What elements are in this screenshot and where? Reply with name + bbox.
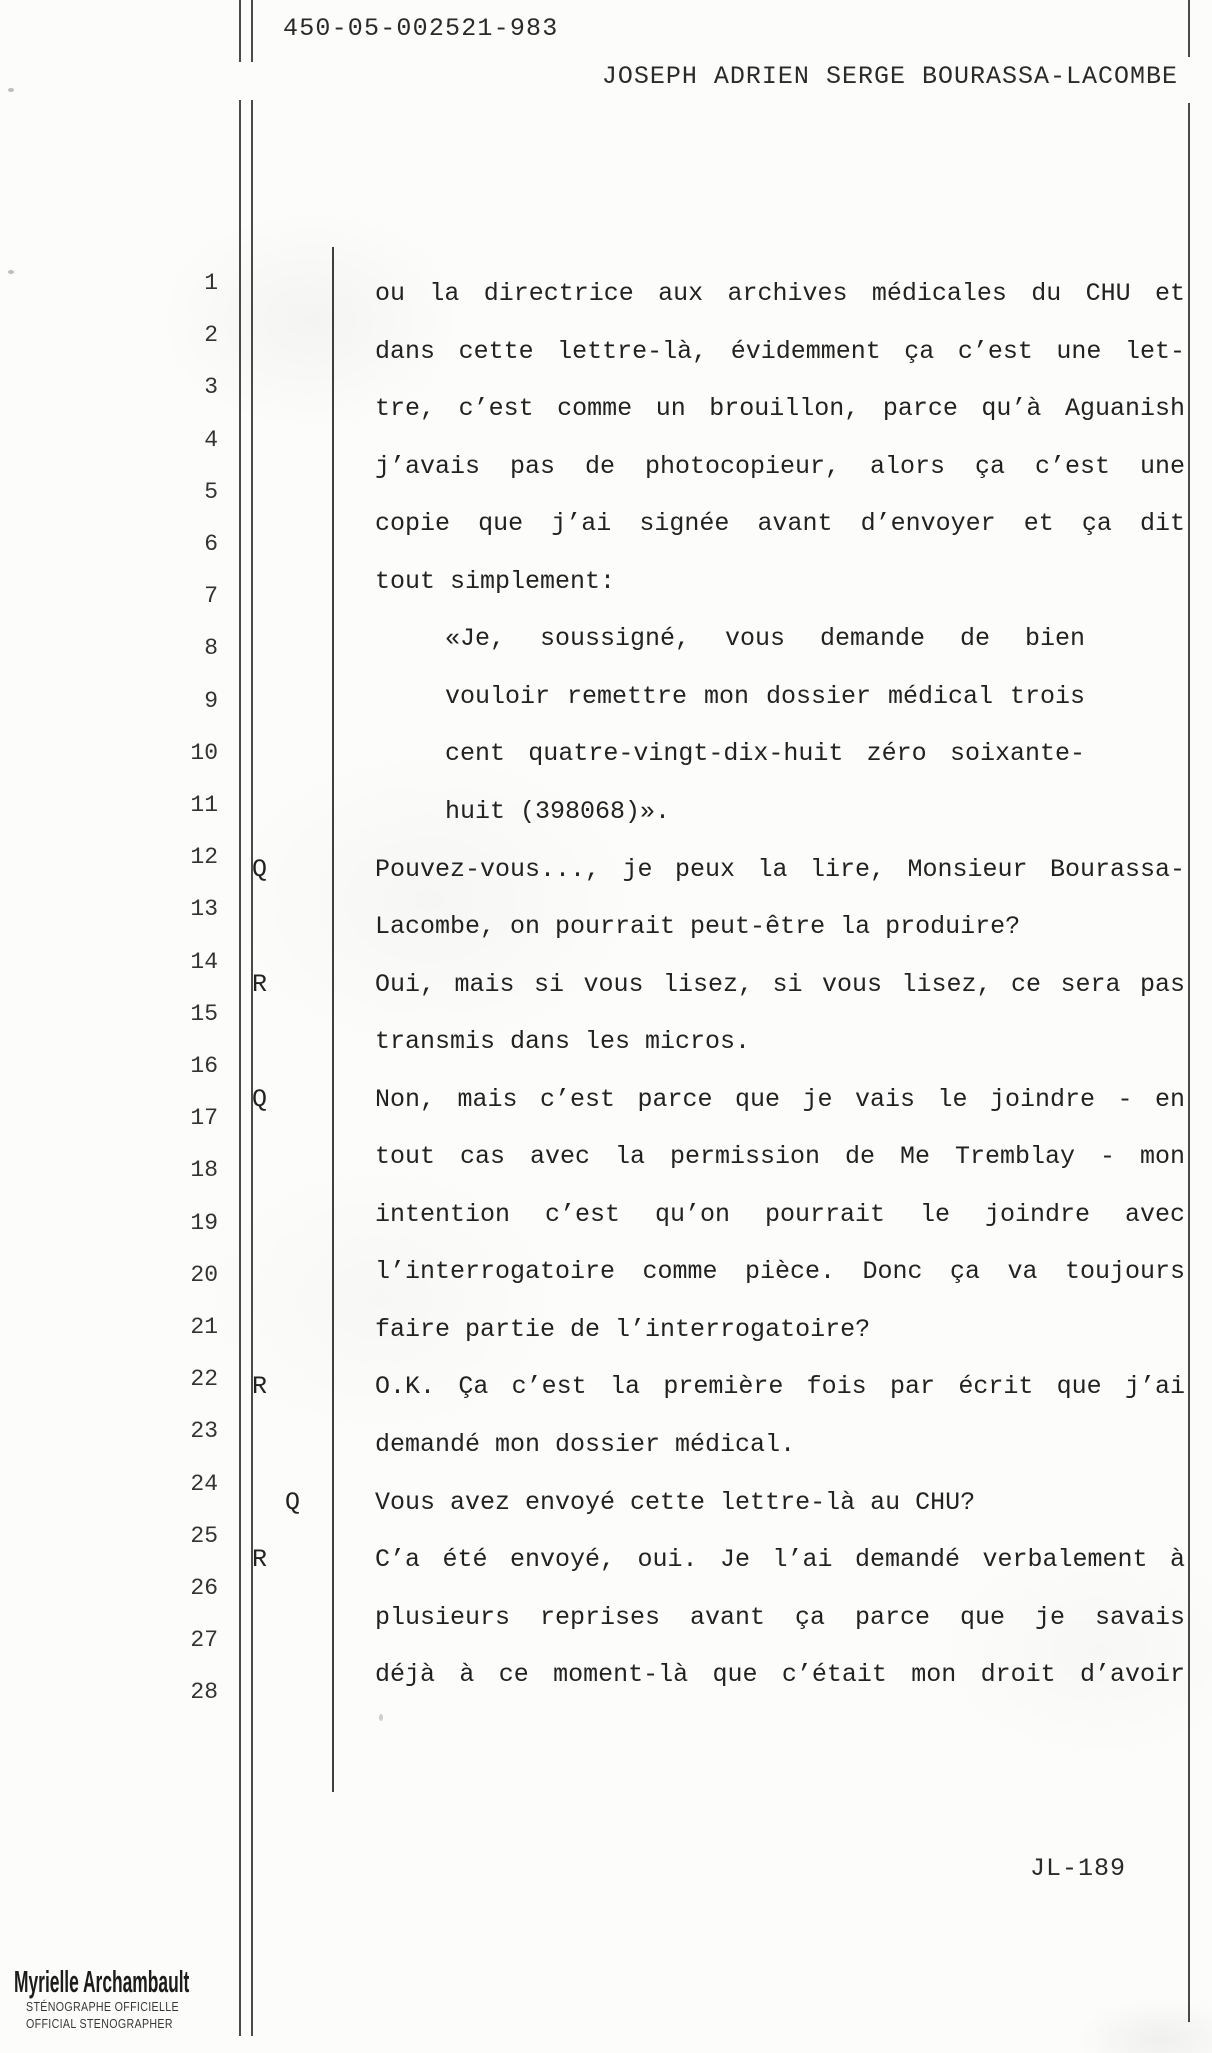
line-number: 27 [190,1627,218,1654]
line-number: 8 [204,635,218,662]
transcript-text: demandé mon dossier médical. [375,1430,796,1459]
transcript-text: Vous avez envoyé cette lettre-là au CHU? [375,1487,976,1517]
right-rule-top [1188,0,1190,57]
transcript-line [375,323,1185,381]
line-number: 1 [204,270,218,296]
line-number: 10 [190,739,218,766]
transcript-line [252,1071,1185,1129]
transcript-text: déjà à ce moment-là que c’était mon droit d’avoir [375,1660,1185,1690]
transcript-text: faire partie de l’interrogatoire? [375,1314,871,1344]
right-rule [1188,103,1190,2022]
line-number: 14 [190,948,218,975]
transcript-line [375,1589,1185,1647]
transcript-text: «Je, soussigné, vous demande de bien [445,624,1085,654]
transcript-text: l’interrogatoire comme pièce. Donc ça va toujours [375,1257,1185,1287]
transcript-text: cent quatre-vingt-dix-huit zéro soixante- [445,739,1085,769]
transcript-line [375,553,1185,611]
line-number: 28 [190,1679,218,1706]
stenographer-title-fr: STÉNOGRAPHE OFFICIELLE [26,1999,179,2014]
scan-speck [379,1714,383,1721]
speaker-marker: R [252,1372,268,1402]
transcript-text: Non, mais c’est parce que je vais le joindre - en [375,1084,1185,1114]
transcript-text: intention c’est qu’on pourrait le joindre avec [375,1199,1185,1229]
stenographer-stamp [14,1966,244,2031]
transcript-line [252,1358,1185,1416]
transcript-text: dans cette lettre-là, évidemment ça c’est une let- [375,336,1185,366]
transcript-line [375,1128,1185,1186]
line-number: 25 [190,1522,218,1549]
transcript-text: ou la directrice aux archives médicales du CHU et [375,279,1185,308]
line-number: 16 [190,1053,218,1079]
line-number: 17 [190,1105,218,1132]
line-number: 9 [204,687,218,714]
transcript-line [284,1474,1185,1532]
line-number: 19 [190,1209,218,1236]
left-double-rule-inner [251,100,253,2036]
transcript-line [375,1013,1185,1071]
line-number: 21 [190,1314,218,1340]
line-number: 18 [190,1157,218,1184]
transcript-line [375,380,1185,438]
transcript-text: huit (398068)». [445,796,671,826]
transcript-text: j’avais pas de photocopieur, alors ça c’est une [375,451,1185,481]
line-number: 22 [190,1366,218,1393]
speaker-marker: Q [252,854,268,884]
line-number: 4 [204,426,218,453]
scan-speck [8,270,14,274]
transcript-line [375,1186,1185,1244]
transcript-line [375,265,1185,323]
line-number: 23 [190,1418,218,1445]
line-number: 5 [204,478,218,505]
transcript-line [375,1646,1185,1704]
case-number: 450-05-002521-983 [283,14,559,43]
transcript-line [375,610,1085,668]
transcript-text: tout cas avec la permission de Me Tremblay - mon [375,1142,1185,1172]
speaker-marker: Q [284,1487,300,1517]
line-number: 12 [190,844,218,871]
transcript-text: Pouvez-vous..., je peux la lire, Monsieur Bourassa- [375,854,1185,884]
page-reference: JL-189 [1030,1854,1127,1883]
transcript-text: tout simplement: [375,566,616,596]
transcript-line [375,1243,1185,1301]
scan-speck [8,88,14,92]
transcript-line [252,841,1185,899]
speaker-marker: R [252,969,268,999]
transcript-line [375,1416,1185,1474]
transcript-text: plusieurs reprises avant ça parce que je savais [375,1602,1185,1632]
transcript-text: copie que j’ai signée avant d’envoyer et ça dit [375,509,1185,539]
stenographer-name: Myrielle Archambault [14,1966,190,2000]
speaker-marker: Q [252,1084,268,1114]
left-double-rule-outer-top [239,0,241,62]
line-number: 2 [204,322,218,349]
transcript-text: vouloir remettre mon dossier médical trois [445,681,1085,711]
transcript-line [375,725,1085,783]
transcript-line [375,898,1185,956]
transcript-text: transmis dans les micros. [375,1027,751,1057]
left-double-rule-outer [239,100,241,2036]
speaker-marker: R [252,1545,268,1575]
transcript-text: tre, c’est comme un brouillon, parce qu’à Aguanish [375,394,1185,424]
transcript-line [252,1531,1185,1589]
line-number: 7 [204,583,218,610]
transcript-line [375,783,1085,841]
transcript-line [375,668,1085,726]
transcript-text: Oui, mais si vous lisez, si vous lisez, ce sera pas [375,969,1185,999]
line-number: 26 [190,1575,218,1601]
line-number: 6 [204,531,218,557]
transcript-line [375,438,1185,496]
line-number: 15 [190,1000,218,1027]
line-number: 11 [190,792,218,818]
line-number: 20 [190,1261,218,1288]
transcript-line [252,956,1185,1014]
transcript-line [375,1301,1185,1359]
left-double-rule-inner-top [251,0,253,62]
witness-name: JOSEPH ADRIEN SERGE BOURASSA-LACOMBE [601,62,1178,91]
line-number: 3 [204,374,218,401]
transcript-text: C’a été envoyé, oui. Je l’ai demandé verbalement à [375,1545,1185,1575]
transcript-text: Lacombe, on pourrait peut-être la produire? [375,912,1021,942]
transcript-line [375,495,1185,553]
line-number: 13 [190,896,218,923]
line-number: 24 [190,1470,218,1497]
transcript-text: O.K. Ça c’est la première fois par écrit que j’ai [375,1372,1185,1402]
stenographer-title-en: OFFICIAL STENOGRAPHER [26,2016,173,2031]
